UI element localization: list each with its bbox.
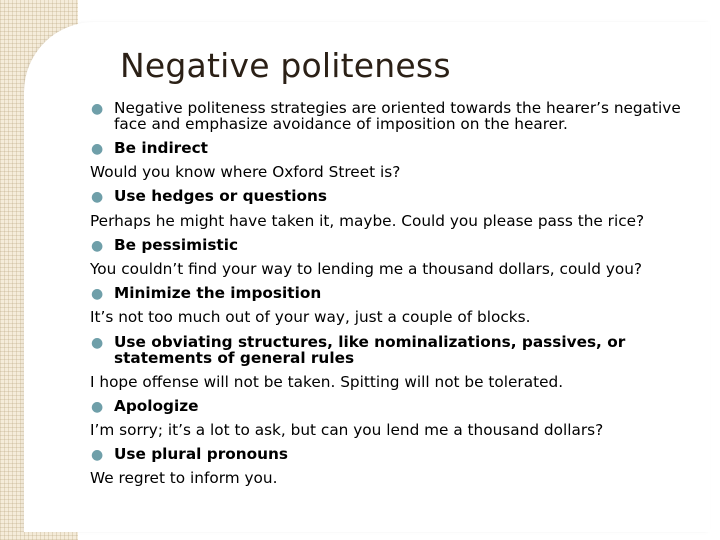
bullet-icon: ● [91,286,104,303]
example-sentence: Would you know where Oxford Street is? [90,163,401,182]
slide-content [90,96,710,491]
example-sentence: Perhaps he might have taken it, maybe. Could you please pass the rice? [90,211,645,230]
example-sentence: I’m sorry; it’s a lot to ask, but can you lend me a thousand dollars? [90,421,604,440]
list-item [90,136,710,160]
list-item [90,330,710,370]
strategy-heading: Be pessimistic [114,235,239,254]
bullet-icon: ● [91,141,104,157]
strategy-heading: Use plural pronouns [114,445,289,464]
bullet-text: Negative politeness strategies are oriented towards the hearer’s negative face and emphasize avoidance of imposition on the hearer. [114,99,681,133]
slide-title: Negative politeness [120,46,451,85]
list-item [90,394,710,418]
bullet-icon: ● [91,237,104,254]
example-sentence: It’s not too much out of your way, just a couple of blocks. [90,308,531,327]
list-item [90,96,710,136]
list-item [90,442,710,466]
example-sentence: You couldn’t find your way to lending me a thousand dollars, could you? [90,260,643,279]
list-item [90,184,710,208]
example-sentence: We regret to inform you. [90,469,278,488]
example-sentence: I hope offense will not be taken. Spitting will not be tolerated. [90,372,564,391]
bullet-icon: ● [91,398,104,415]
list-item [90,281,710,305]
bullet-icon: ● [91,447,104,464]
strategy-heading: Minimize the imposition [114,284,322,303]
strategy-heading: Use hedges or questions [114,187,327,206]
bullet-icon: ● [91,334,104,351]
bullet-icon: ● [91,101,104,117]
strategy-heading: Be indirect [114,139,208,157]
strategy-heading: Apologize [114,396,199,415]
strategy-heading: Use obviating structures, like nominalizations, passives, or statements of general rules [114,332,626,367]
list-item [90,233,710,257]
bullet-icon: ● [91,189,104,206]
